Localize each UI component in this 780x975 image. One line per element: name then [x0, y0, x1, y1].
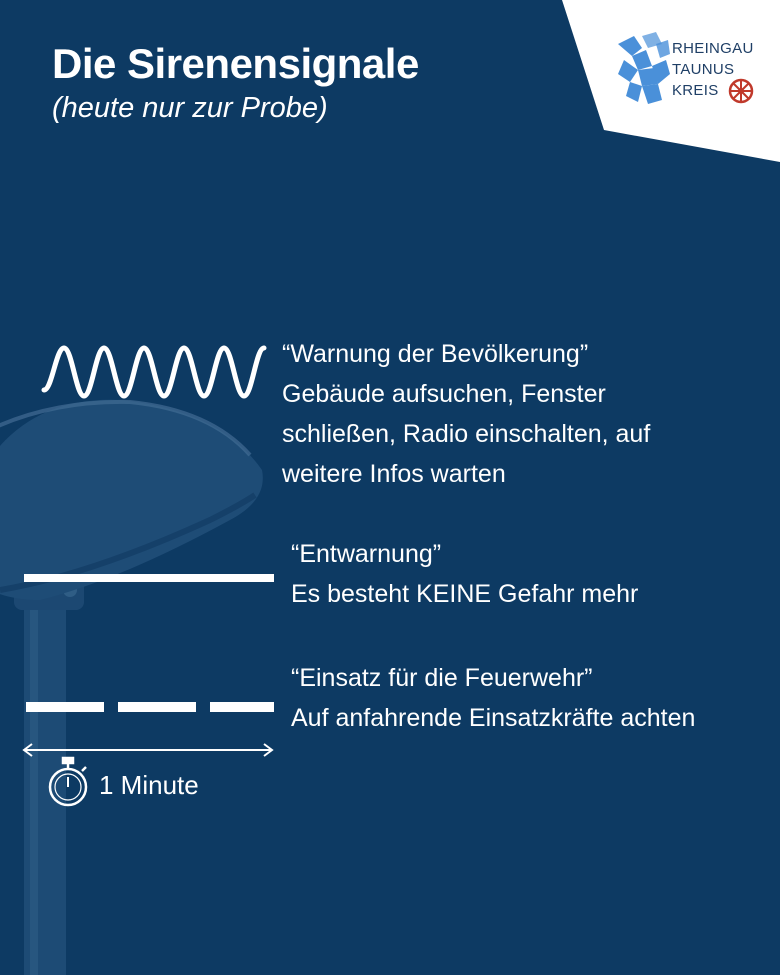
logo-line-1: RHEINGAU — [672, 40, 754, 57]
signal-all-clear-text — [291, 534, 638, 614]
signal-fire-brigade-text — [291, 658, 695, 738]
page-subtitle: (heute nur zur Probe) — [52, 92, 328, 124]
signal-warning-line: weitere Infos warten — [282, 460, 506, 488]
logo-line-2: TAUNUS — [672, 61, 735, 78]
signal-warning-text — [282, 334, 650, 494]
signal-warning-title: “Warnung der Bevölkerung” — [282, 340, 589, 368]
continuous-tone-icon — [24, 574, 274, 582]
stopwatch-icon — [50, 758, 86, 805]
interrupted-tone-icon — [26, 702, 274, 712]
page-title: Die Sirenensignale — [52, 40, 419, 87]
signal-warning-line: schließen, Radio einschalten, auf — [282, 420, 651, 448]
signal-all-clear-line: Es besteht KEINE Gefahr mehr — [291, 580, 639, 608]
duration-arrow — [24, 744, 272, 756]
signal-all-clear-title: “Entwarnung” — [291, 540, 442, 568]
wave-icon — [44, 348, 264, 396]
logo-line-3: KREIS — [672, 82, 719, 99]
signal-fire-brigade-line: Auf anfahrende Einsatzkräfte achten — [291, 704, 696, 732]
signal-fire-brigade-title: “Einsatz für die Feuerwehr” — [291, 664, 593, 692]
duration-label: 1 Minute — [99, 770, 199, 800]
signal-warning-line: Gebäude aufsuchen, Fenster — [282, 380, 606, 408]
